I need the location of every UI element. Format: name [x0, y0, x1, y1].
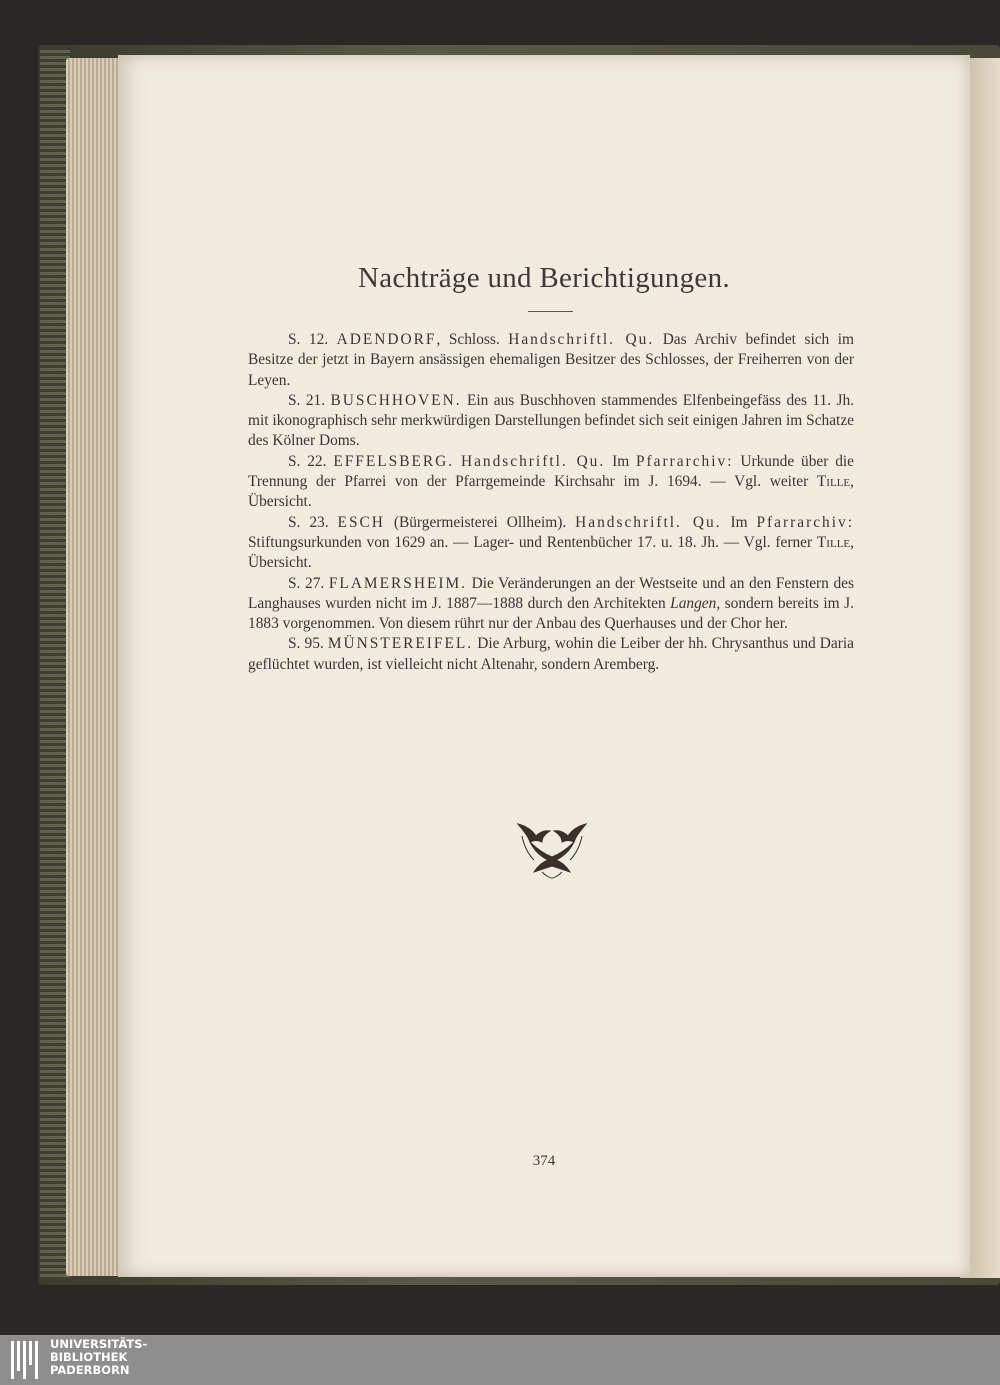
entry-text: Im	[605, 452, 636, 470]
book-page	[118, 55, 970, 1277]
entry-author: Tille	[816, 533, 851, 551]
entry-spaced: Handschriftl. Qu.	[508, 331, 655, 348]
entry-buschhoven	[248, 391, 854, 452]
entry-text: , Übersicht.	[248, 533, 854, 572]
entry-place: EFFELSBERG.	[333, 452, 455, 470]
entry-ref: S. 21.	[288, 391, 326, 409]
entry-text: Ein aus Buschhoven stammendes Elfenbeingefäss des 11. Jh. mit ikonographisch sehr merkwürdigen Darstellungen befindet sich seit einigen Jahren im Schatze des Kölner Doms.	[248, 391, 855, 450]
page-title: Nachträge und Berichtigungen.	[358, 262, 730, 294]
library-name	[50, 1338, 147, 1377]
entry-text: Die Arburg, wohin die Leiber der hh. Chrysanthus und Daria geflüchtet wurden, ist vielleicht nicht Altenahr, sondern Aremberg.	[248, 635, 854, 673]
swallows-ornament-icon	[512, 820, 592, 880]
entry-text: , Schloss.	[436, 331, 509, 348]
entry-ref: S. 12.	[288, 331, 329, 348]
entry-text: Im	[721, 513, 757, 531]
body-text	[248, 330, 854, 675]
entry-text: Das Archiv befindet sich im Besitze der jetzt in Bayern ansässigen ehemaligen Besitzer des Schlosses, der Freiherren von der Leyen.	[248, 331, 854, 389]
entry-spaced: Handschriftl. Qu.	[460, 452, 606, 470]
entry-ref: S. 22.	[288, 452, 327, 470]
entry-place: BUSCHHOVEN.	[330, 391, 462, 409]
entry-place: FLAMERSHEIM.	[328, 574, 468, 592]
entry-place: ADENDORF	[336, 331, 437, 348]
entry-spaced: Handschriftl. Qu.	[575, 513, 722, 531]
entry-text: Stiftungsurkunden von 1629 an. — Lager- und Rentenbücher 17. u. 18. Jh. — Vgl. ferner	[248, 533, 817, 551]
entry-place: ESCH	[337, 513, 385, 531]
page-edges	[66, 58, 126, 1276]
entry-ref: S. 27.	[288, 574, 325, 592]
entry-effelsberg	[248, 452, 854, 513]
entry-ref: S. 23.	[288, 513, 329, 531]
entry-spaced: Pfarrarchiv:	[756, 513, 854, 531]
title-divider	[528, 311, 573, 312]
library-name-line: PADERBORN	[50, 1363, 130, 1377]
library-name-line: BIBLIOTHEK	[50, 1350, 128, 1364]
entry-text: Die Veränderungen an der Westseite und an den Fenstern des Langhauses wurden nicht im J. 1887—1888 durch den Architekten	[248, 574, 854, 612]
entry-muenstereifel	[248, 634, 854, 675]
library-name-line: UNIVERSITÄTS-	[50, 1337, 148, 1351]
entry-italic: Langen,	[670, 594, 721, 612]
library-logo-icon	[10, 1339, 42, 1381]
entry-ref: S. 95.	[288, 635, 324, 653]
entry-text: Urkunde über die Trennung der Pfarrei von der Pfarrgemeinde Kirchsahr im J. 1694. — Vgl. weiter	[248, 452, 854, 491]
entry-adendorf	[248, 330, 854, 391]
entry-spaced: Pfarrarchiv:	[636, 452, 734, 470]
entry-esch	[248, 513, 854, 574]
entry-text: (Bürgermeisterei Ollheim).	[384, 513, 576, 531]
library-footer	[0, 1335, 1000, 1385]
page-number: 374	[532, 1153, 556, 1169]
entry-place: MÜNSTEREIFEL.	[327, 635, 474, 653]
entry-text: , Übersicht.	[248, 473, 854, 511]
entry-author: Tille	[816, 473, 851, 491]
entry-text: sondern bereits im J. 1883 vorgenommen. Von diesem rührt nur der Anbau des Querhauses und der Chor her.	[248, 594, 854, 633]
entry-flamersheim	[248, 574, 854, 635]
